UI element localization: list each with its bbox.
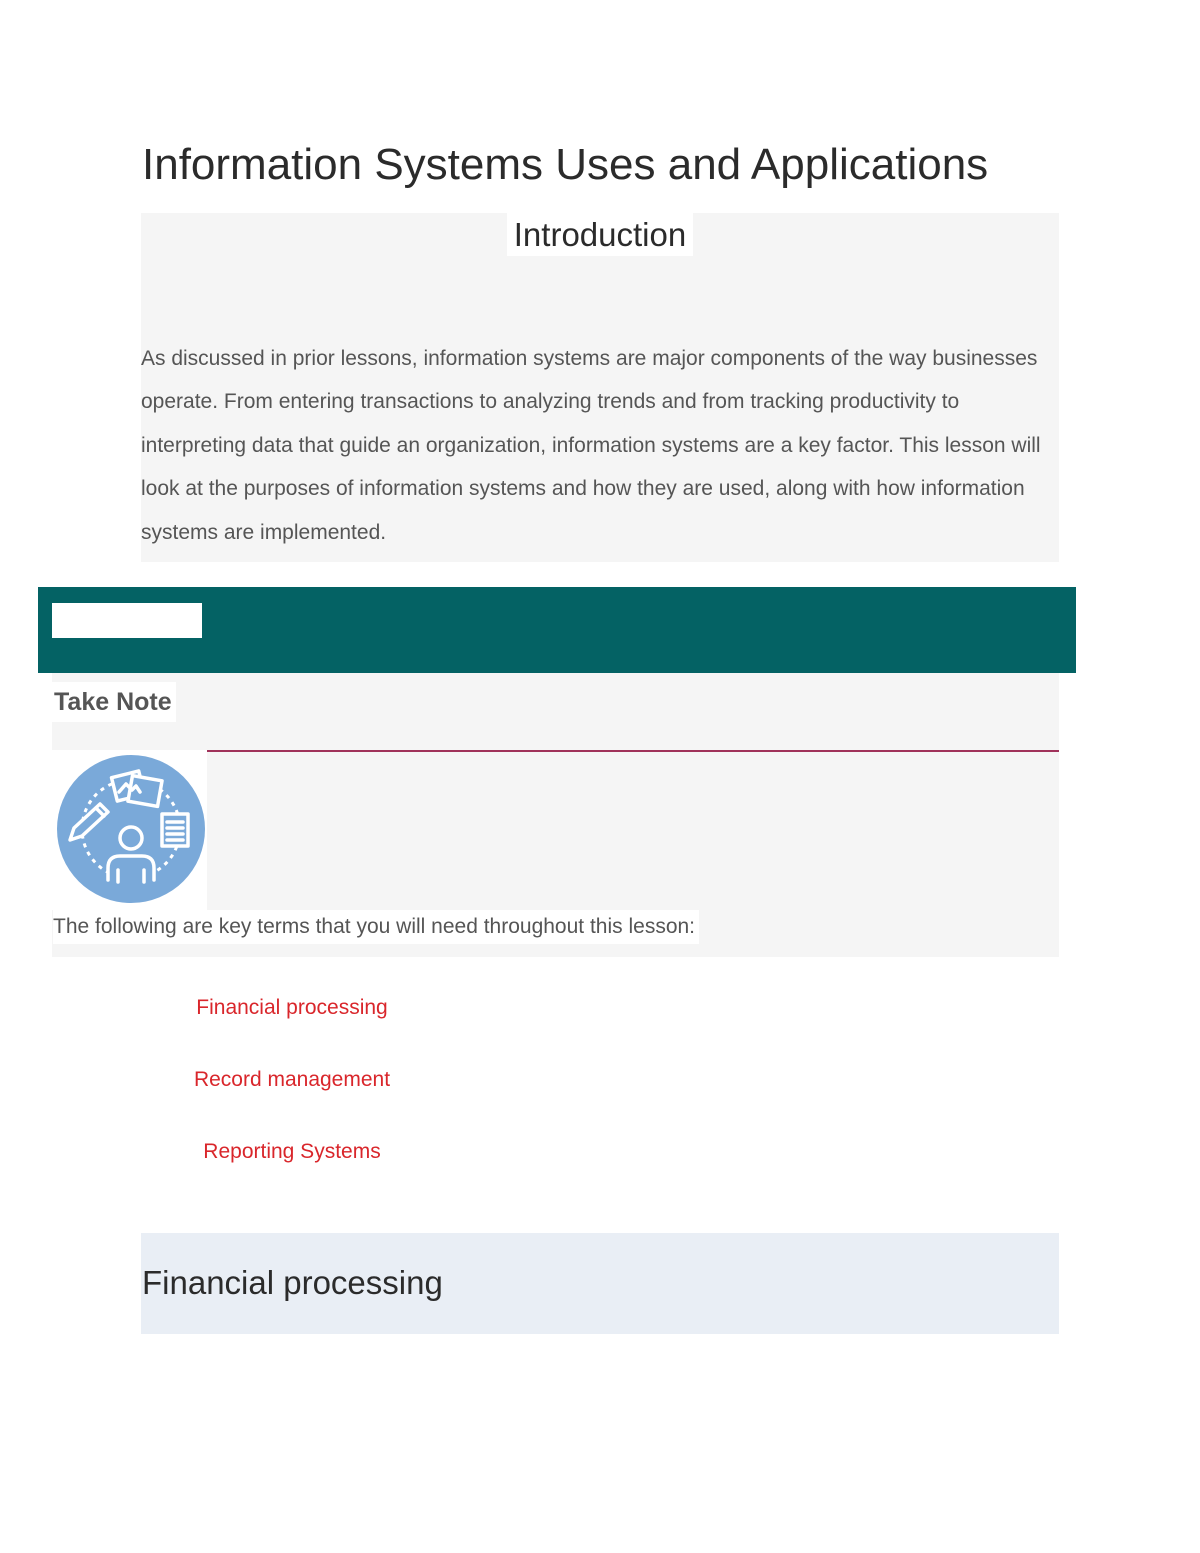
take-note-divider [206,750,1059,752]
banner-label-box [52,603,202,638]
term-link-financial-processing[interactable]: Financial processing [196,996,388,1019]
intro-paragraph: As discussed in prior lessons, information systems are major components of the way businesses operate. From entering transactions to analyzing trends and from tracking productivity to interpreting data that guide an organization, information systems are a key factor. This lesson will look at the purposes of information systems and how they are used, along with how information systems are implemented. [141,347,1041,544]
take-note-text: The following are key terms that you will need throughout this lesson: [53,910,699,944]
term-link-reporting-systems[interactable]: Reporting Systems [203,1140,381,1163]
take-note-title: Take Note [52,682,176,722]
intro-heading: Introduction [507,213,693,256]
page-title: Information Systems Uses and Applications [142,140,989,189]
term-link-record-management[interactable]: Record management [193,1068,391,1091]
learner-materials-icon [56,754,206,904]
section-heading: Financial processing [142,1264,443,1301]
